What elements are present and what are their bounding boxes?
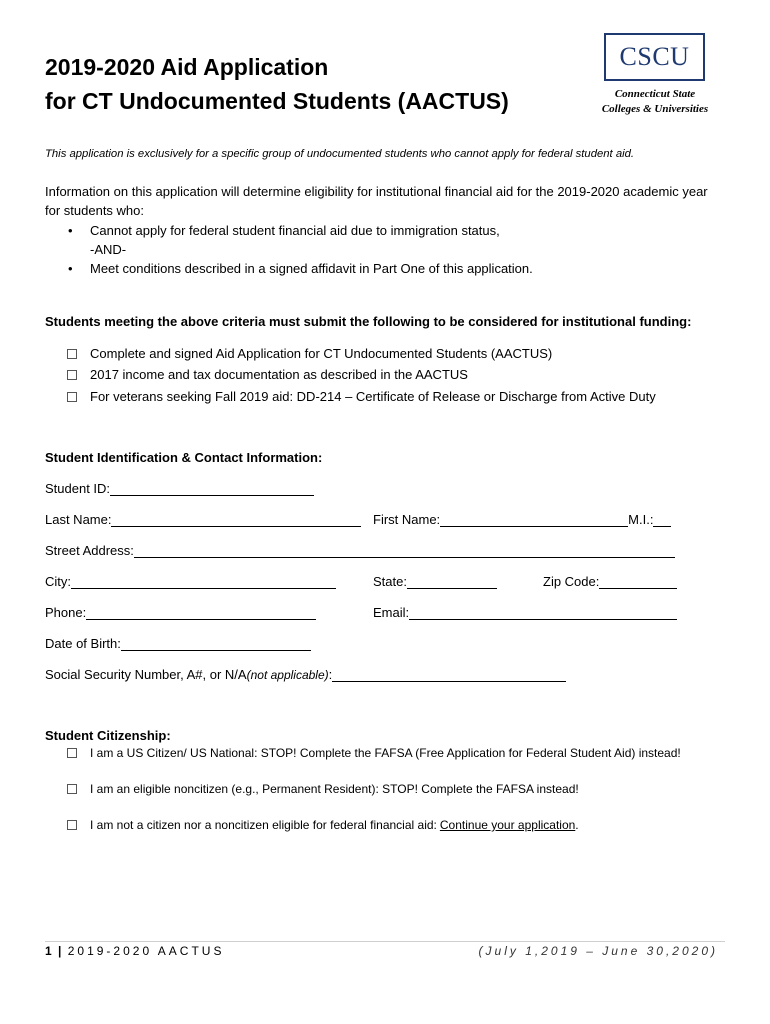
city-label: City:	[45, 574, 71, 589]
citizenship-option-1-text: I am a US Citizen/ US National: STOP! Complete the FAFSA (Free Application for Federal Student Aid) instead!	[90, 746, 681, 760]
ssn-note: (not applicable)	[246, 668, 329, 682]
first-name-input[interactable]	[440, 513, 628, 527]
checkbox-icon[interactable]	[67, 748, 77, 758]
dob-field	[45, 636, 311, 651]
zip-field	[543, 574, 677, 589]
logo-subtitle-line-1: Connecticut State	[614, 88, 696, 100]
zip-label: Zip Code:	[543, 574, 600, 589]
bullet-icon: •	[68, 223, 73, 238]
eligibility-bullet-1	[68, 221, 500, 240]
ssn-input[interactable]	[332, 668, 566, 682]
street-address-field	[45, 543, 675, 558]
citizenship-heading: Student Citizenship:	[45, 728, 171, 743]
citizenship-option-3-end: .	[575, 818, 579, 832]
checkbox-icon[interactable]	[67, 370, 77, 380]
last-name-field	[45, 512, 361, 527]
continue-application-link[interactable]: Continue your application	[439, 818, 576, 832]
state-label: State:	[373, 574, 407, 589]
requirement-item	[67, 346, 552, 361]
footer-separator: |	[58, 944, 62, 958]
citizenship-option-3-text: I am not a citizen nor a noncitizen eligible for federal financial aid:	[90, 818, 437, 832]
student-id-input[interactable]	[110, 482, 314, 496]
eligibility-bullet-2-text: Meet conditions described in a signed affidavit in Part One of this application.	[90, 261, 533, 276]
student-id-label: Student ID:	[45, 481, 111, 496]
city-field	[45, 574, 336, 589]
checkbox-icon[interactable]	[67, 820, 77, 830]
email-field	[373, 605, 677, 620]
student-id-field	[45, 481, 314, 496]
street-address-input[interactable]	[134, 544, 675, 558]
intro-text: This application is exclusively for a specific group of undocumented students who cannot apply for federal student aid.	[45, 148, 635, 160]
title-line-2: for CT Undocumented Students (AACTUS)	[45, 88, 509, 114]
requirement-item	[67, 367, 468, 382]
citizenship-option-1	[67, 746, 681, 760]
phone-label: Phone:	[45, 605, 87, 620]
phone-field	[45, 605, 316, 620]
requirement-item	[67, 389, 656, 404]
cscu-logo	[604, 33, 705, 81]
contact-heading: Student Identification & Contact Information:	[45, 450, 323, 465]
footer-left	[45, 944, 224, 958]
mi-label: M.I.:	[628, 512, 654, 527]
dob-input[interactable]	[121, 637, 311, 651]
state-field	[373, 574, 497, 589]
eligibility-and: -AND-	[90, 242, 127, 257]
eligibility-bullet-1-text: Cannot apply for federal student financial aid due to immigration status,	[90, 223, 500, 238]
requirement-item-text: Complete and signed Aid Application for CT Undocumented Students (AACTUS)	[90, 346, 553, 361]
last-name-input[interactable]	[111, 513, 361, 527]
email-label: Email:	[373, 605, 410, 620]
title-line-1: 2019-2020 Aid Application	[45, 54, 329, 80]
zip-input[interactable]	[599, 575, 677, 589]
footer-divider	[45, 941, 725, 942]
page-title	[45, 50, 509, 118]
eligibility-bullet-2	[68, 259, 533, 278]
requirement-item-text: For veterans seeking Fall 2019 aid: DD-214 – Certificate of Release or Discharge from Active Duty	[90, 389, 656, 404]
citizenship-option-3	[67, 818, 579, 832]
dob-label: Date of Birth:	[45, 636, 121, 651]
requirement-item-text: 2017 income and tax documentation as described in the AACTUS	[90, 367, 468, 382]
bullet-icon: •	[68, 261, 73, 276]
email-input[interactable]	[409, 606, 677, 620]
ssn-colon: :	[328, 667, 333, 682]
ssn-label: Social Security Number, A#, or N/A	[45, 667, 247, 682]
page-number: 1	[45, 944, 52, 958]
footer-doc-name: 2019-2020 AACTUS	[67, 944, 225, 958]
mi-input[interactable]	[653, 513, 671, 527]
logo-subtitle-line-2: Colleges & Universities	[601, 103, 709, 115]
checkbox-icon[interactable]	[67, 349, 77, 359]
checkbox-icon[interactable]	[67, 784, 77, 794]
checkbox-icon[interactable]	[67, 392, 77, 402]
state-input[interactable]	[407, 575, 497, 589]
citizenship-option-2-text: I am an eligible noncitizen (e.g., Permanent Resident): STOP! Complete the FAFSA instead!	[90, 782, 579, 796]
phone-input[interactable]	[86, 606, 316, 620]
city-input[interactable]	[71, 575, 336, 589]
logo-subtitle	[585, 87, 725, 117]
street-address-label: Street Address:	[45, 543, 134, 558]
requirements-heading: Students meeting the above criteria must submit the following to be considered for institutional funding:	[45, 314, 692, 329]
logo-text: CSCU	[619, 42, 690, 71]
ssn-field	[45, 667, 566, 682]
footer-date-range: (July 1,2019 – June 30,2020)	[478, 944, 718, 958]
first-name-label: First Name:	[373, 512, 441, 527]
citizenship-option-2	[67, 782, 579, 796]
last-name-label: Last Name:	[45, 512, 112, 527]
eligibility-paragraph: Information on this application will determine eligibility for institutional financial aid for the 2019-2020 academic year for students who:	[45, 184, 708, 218]
first-name-field	[373, 512, 671, 527]
